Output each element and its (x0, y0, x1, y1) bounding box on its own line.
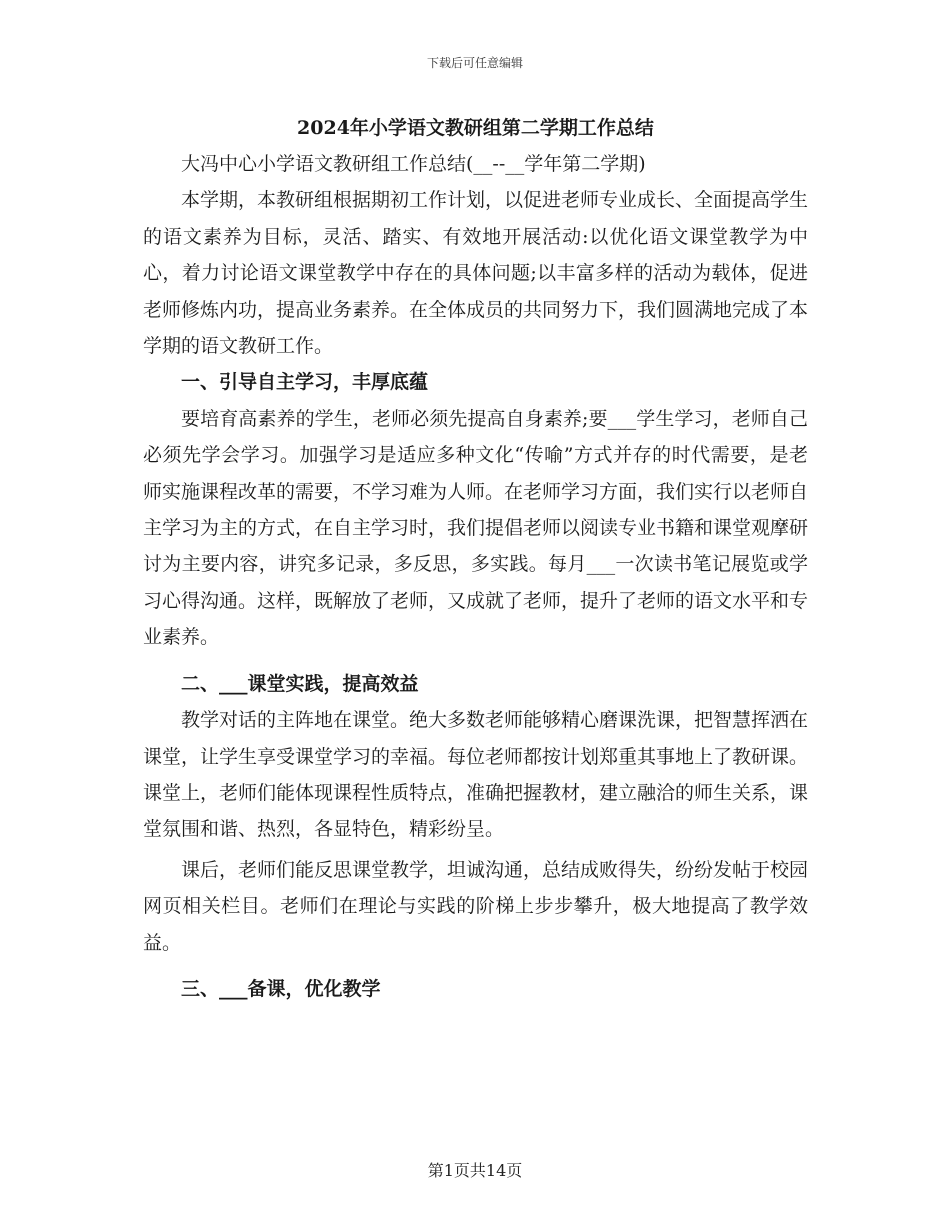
section-2-paragraph-1: 教学对话的主阵地在课堂。绝大多数老师能够精心磨课洗课，把智慧挥洒在课堂，让学生享受课堂学习的幸福。每位老师都按计划郑重其事地上了教研课。课堂上，老师们能体现课程性质特点，准确把握教材，建立融洽的师生关系，课堂氛围和谐、热烈，各显特色，精彩纷呈。 (143, 709, 809, 841)
header-note: 下载后可任意编辑 (426, 56, 523, 70)
document-title: 2024年小学语文教研组第二学期工作总结 (297, 117, 654, 139)
section-heading-3: 三、___备课，优化教学 (181, 977, 381, 1000)
section-heading-2: 二、___课堂实践，提高效益 (181, 672, 419, 695)
intro-paragraph: 本学期，本教研组根据期初工作计划，以促进老师专业成长、全面提高学生的语文素养为目标，灵活、踏实、有效地开展活动:以优化语文课堂教学为中心，着力讨论语文课堂教学中存在的具体问题;以丰富多样的活动为载体，促进老师修炼内功，提高业务素养。在全体成员的共同努力下，我们圆满地完成了本学期的语文教研工作。 (143, 189, 809, 358)
intro-subtitle: 大冯中心小学语文教研组工作总结(__--__学年第二学期) (181, 153, 646, 175)
section-heading-1: 一、引导自主学习，丰厚底蕴 (181, 371, 429, 394)
page-footer: 第1页共14页 (427, 1161, 523, 1180)
section-1-paragraph: 要培育高素养的学生，老师必须先提高自身素养;要___学生学习，老师自己必须先学会学习。加强学习是适应多种文化“传喻”方式并存的时代需要，是老师实施课程改革的需要，不学习难为人师。在老师学习方面，我们实行以老师自主学习为主的方式，在自主学习时，我们提倡老师以阅读专业书籍和课堂观摩研讨为主要内容，讲究多记录，多反思，多实践。每月___一次读书笔记展览或学习心得沟通。这样，既解放了老师，又成就了老师，提升了老师的语文水平和专业素养。 (143, 407, 809, 649)
section-2-paragraph-2: 课后，老师们能反思课堂教学，坦诚沟通，总结成败得失，纷纷发帖于校园网页相关栏目。老师们在理论与实践的阶梯上步步攀升，极大地提高了教学效益。 (143, 858, 809, 954)
document-body (143, 112, 808, 1007)
